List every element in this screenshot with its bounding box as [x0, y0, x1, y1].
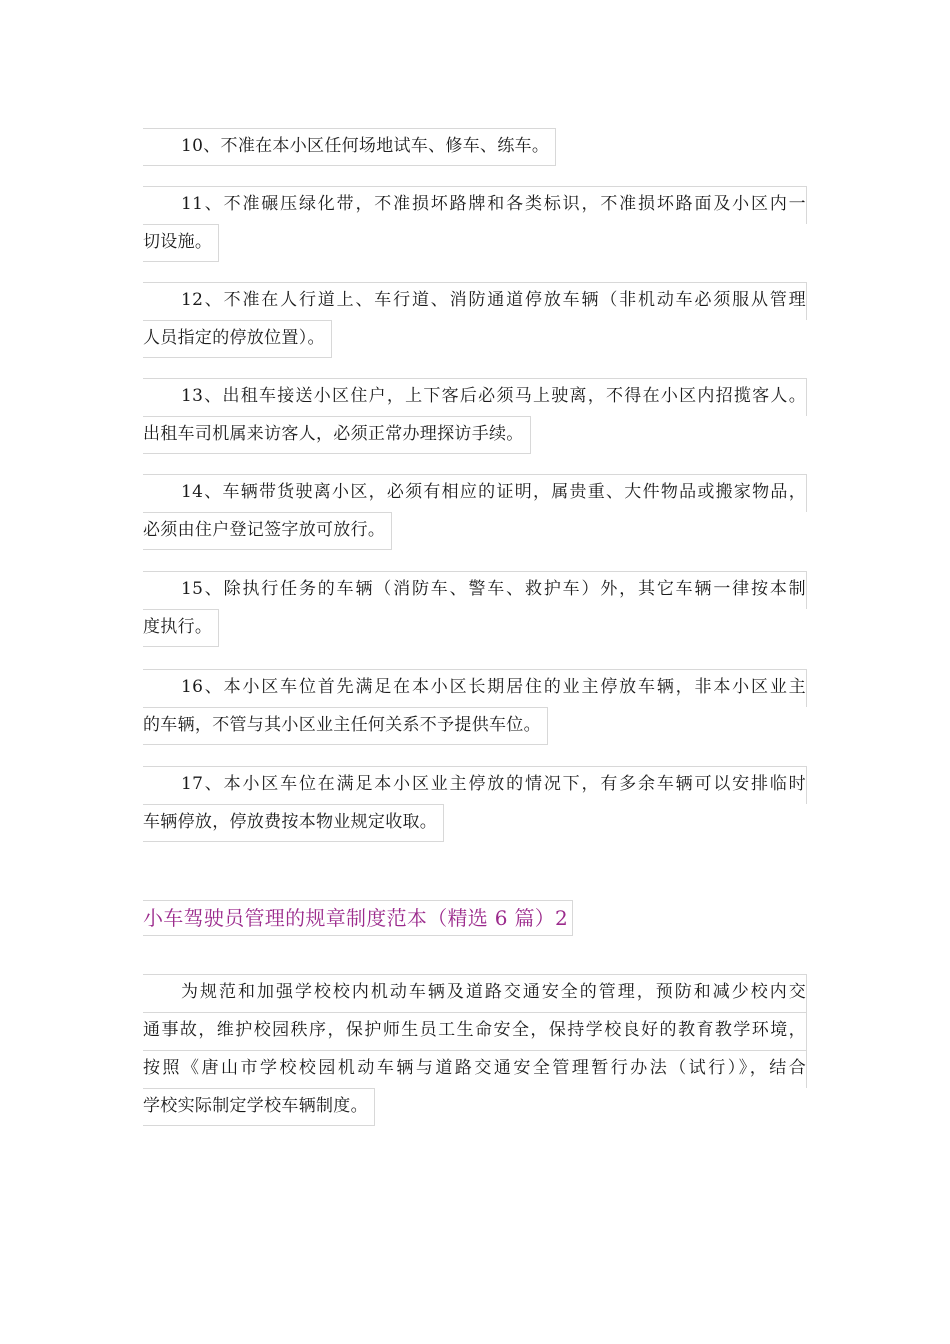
paragraph-line: 12、不准在人行道上、车行道、消防通道停放车辆（非机动车必须服从管理	[143, 282, 807, 320]
intro-paragraph	[143, 974, 807, 1131]
paragraph-line: 17、本小区车位在满足本小区业主停放的情况下，有多余车辆可以安排临时	[143, 766, 807, 804]
paragraph-line: 11、不准碾压绿化带，不准损坏路牌和各类标识，不准损坏路面及小区内一	[143, 186, 807, 224]
paragraph-line: 的车辆，不管与其小区业主任何关系不予提供车位。	[143, 707, 548, 745]
rule-paragraph-11	[143, 186, 807, 267]
paragraph-line: 15、除执行任务的车辆（消防车、警车、救护车）外，其它车辆一律按本制	[143, 571, 807, 609]
paragraph-line: 14、车辆带货驶离小区，必须有相应的证明，属贵重、大件物品或搬家物品，	[143, 474, 807, 512]
rule-paragraph-12	[143, 282, 807, 363]
paragraph-line: 切设施。	[143, 224, 219, 262]
paragraph-line: 必须由住户登记签字放可放行。	[143, 512, 392, 550]
rule-paragraph-16	[143, 669, 807, 750]
paragraph-line: 通事故，维护校园秩序，保护师生员工生命安全，保持学校良好的教育教学环境，	[143, 1012, 807, 1050]
rule-paragraph-14	[143, 474, 807, 555]
paragraph-line: 出租车司机属来访客人，必须正常办理探访手续。	[143, 416, 531, 454]
paragraph-line: 13、出租车接送小区住户，上下客后必须马上驶离，不得在小区内招揽客人。	[143, 378, 807, 416]
paragraph-line: 10、不准在本小区任何场地试车、修车、练车。	[143, 128, 556, 166]
paragraph-line: 16、本小区车位首先满足在本小区长期居住的业主停放车辆，非本小区业主	[143, 669, 807, 707]
paragraph-line: 按照《唐山市学校校园机动车辆与道路交通安全管理暂行办法（试行）》，结合	[143, 1050, 807, 1088]
rule-paragraph-17	[143, 766, 807, 847]
paragraph-line: 学校实际制定学校车辆制度。	[143, 1088, 375, 1126]
section-heading: 小车驾驶员管理的规章制度范本（精选 6 篇）2	[143, 900, 573, 936]
paragraph-line: 车辆停放，停放费按本物业规定收取。	[143, 804, 444, 842]
paragraph-line: 为规范和加强学校校内机动车辆及道路交通安全的管理，预防和减少校内交	[143, 974, 807, 1012]
rule-paragraph-13	[143, 378, 807, 459]
paragraph-line: 度执行。	[143, 609, 219, 647]
rule-paragraph-15	[143, 571, 807, 652]
paragraph-line: 人员指定的停放位置）。	[143, 320, 332, 358]
rule-paragraph-10	[143, 128, 807, 171]
